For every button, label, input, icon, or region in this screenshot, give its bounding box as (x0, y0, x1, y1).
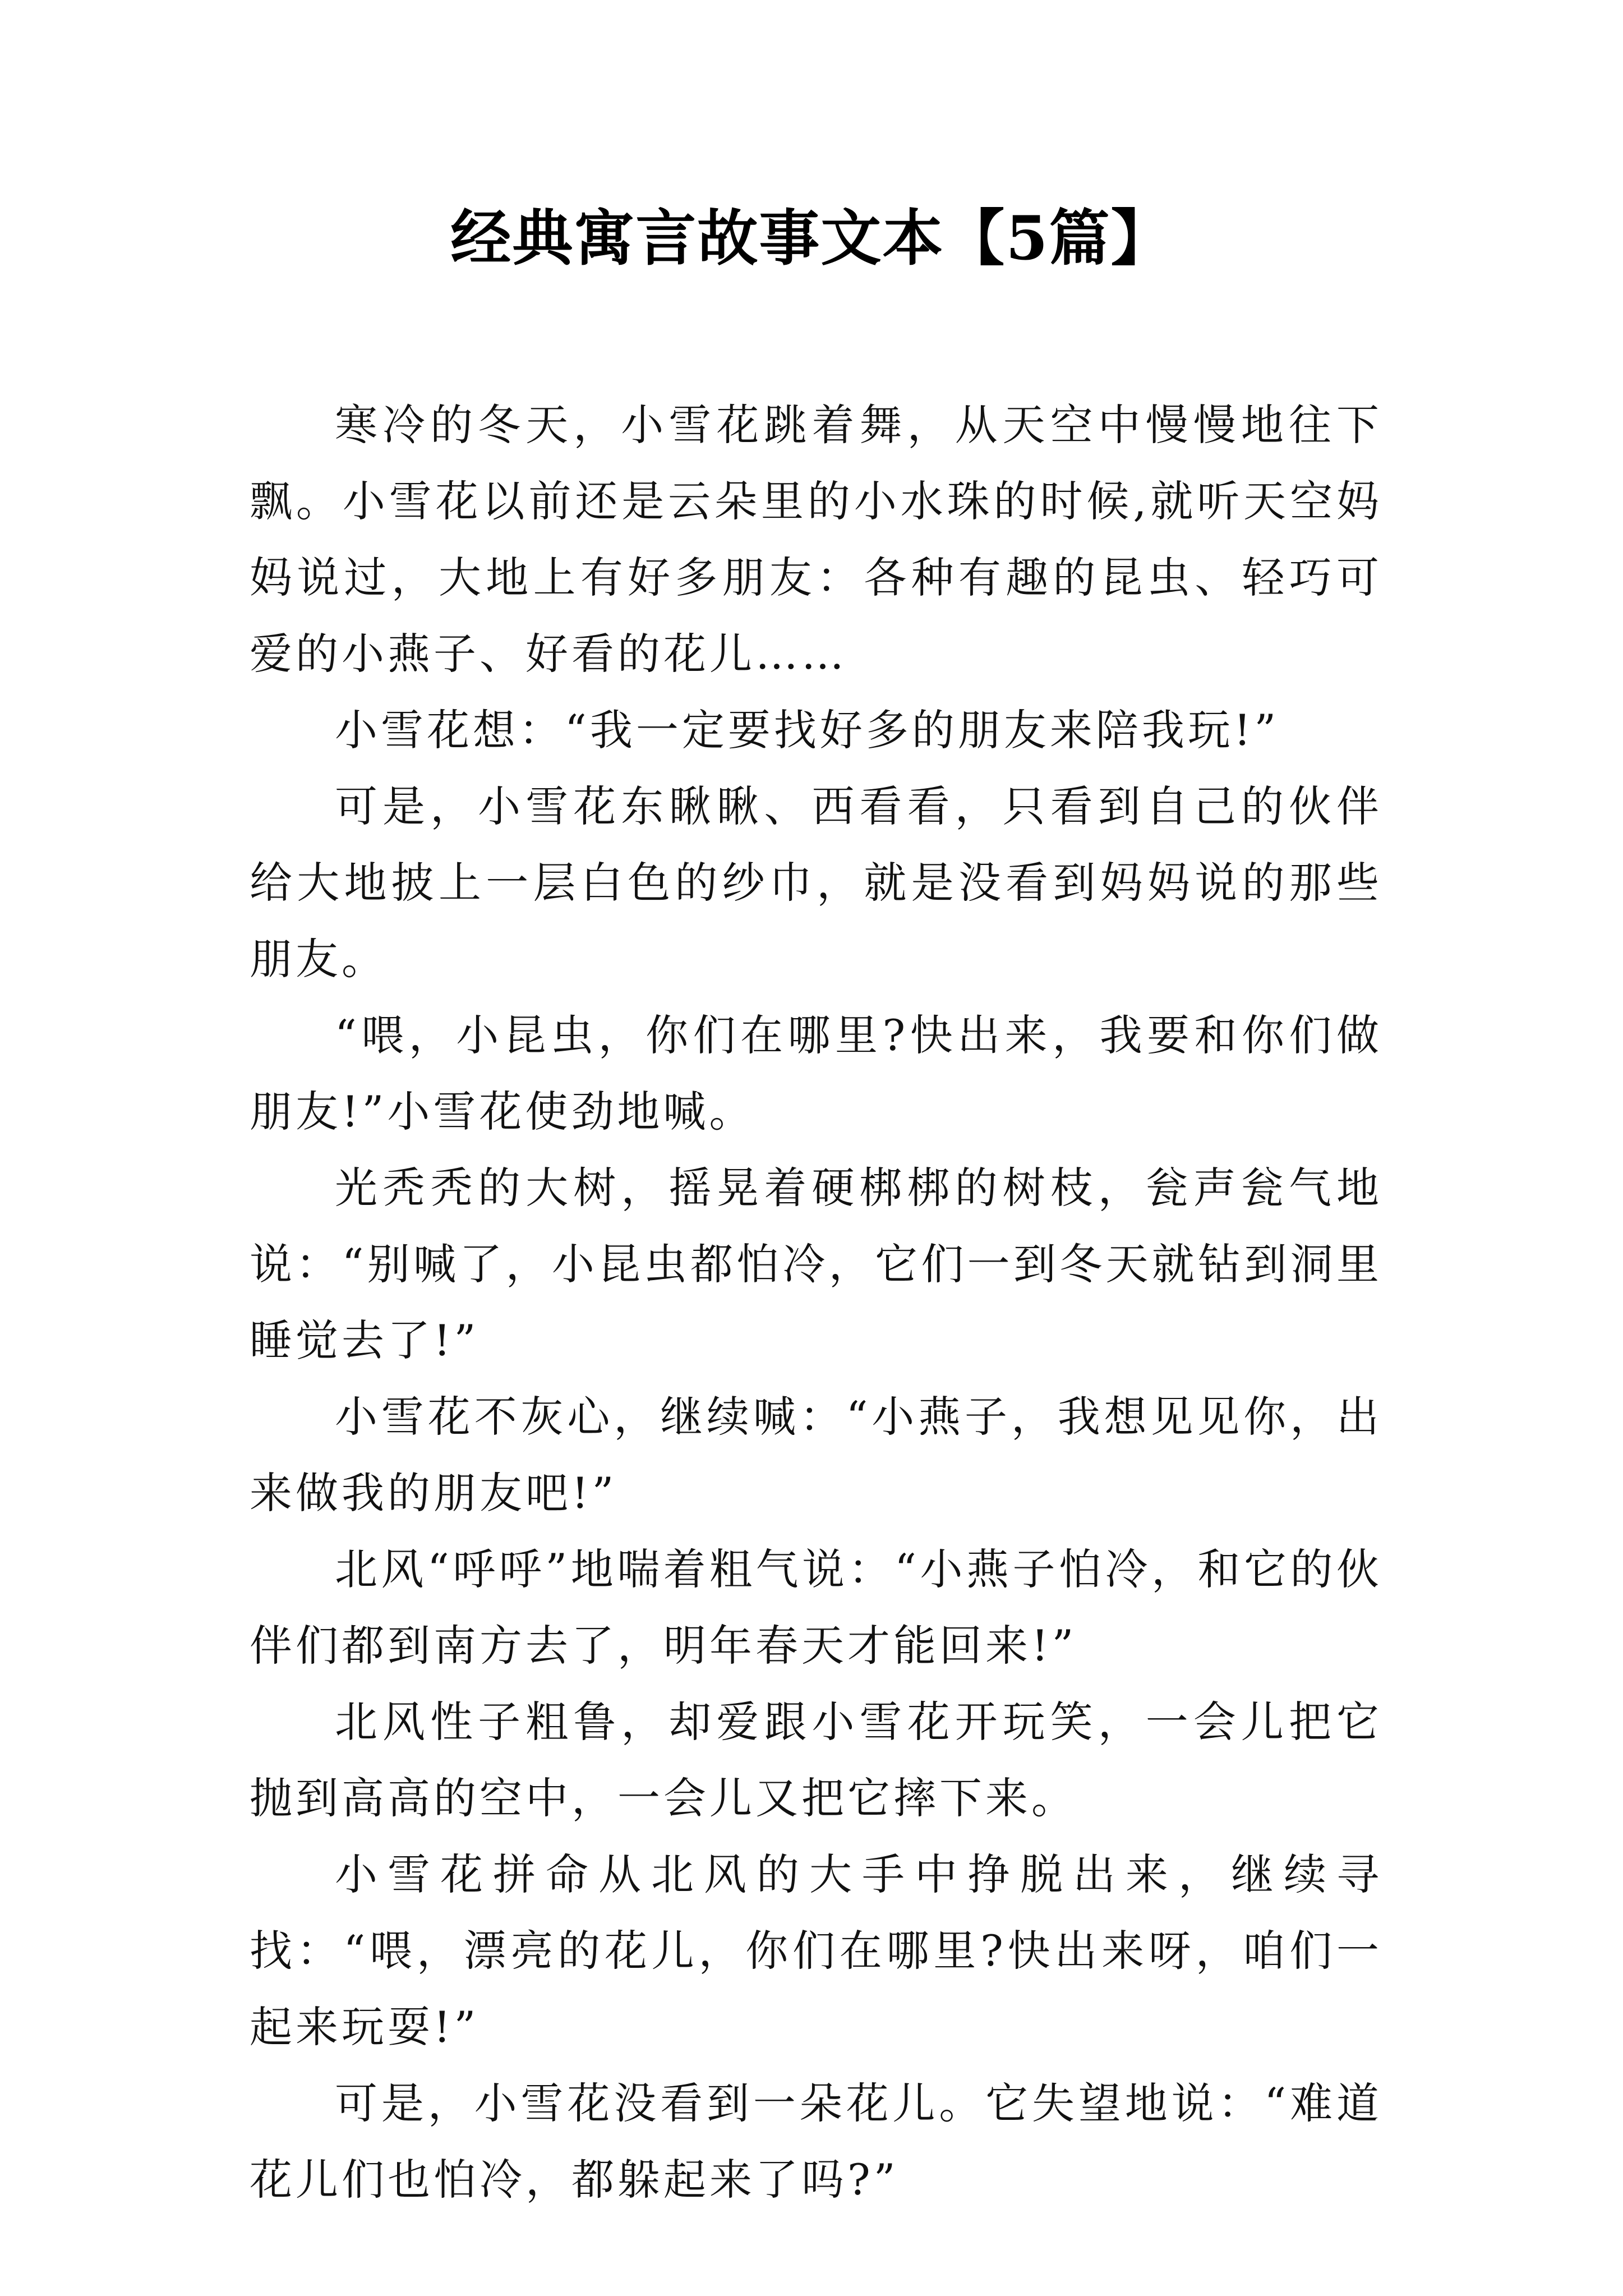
paragraph: 可是，小雪花东瞅瞅、西看看，只看到自己的伙伴给大地披上一层白色的纱巾，就是没看到妈妈说的那些朋友。 (250, 781, 1382, 984)
paragraph: 小雪花拼命从北风的大手中挣脱出来，继续寻找：“喂，漂亮的花儿，你们在哪里?快出来呀，咱们一起来玩耍!” (250, 1849, 1382, 2052)
paragraph: 北风“呼呼”地喘着粗气说：“小燕子怕冷，和它的伙伴们都到南方去了，明年春天才能回来!” (250, 1544, 1382, 1671)
paragraph: 可是，小雪花没看到一朵花儿。它失望地说：“难道花儿们也怕冷，都躲起来了吗?” (250, 2078, 1382, 2205)
paragraph: “喂，小昆虫，你们在哪里?快出来，我要和你们做朋友!”小雪花使劲地喊。 (250, 1010, 1382, 1137)
paragraph: 小雪花不灰心，继续喊：“小燕子，我想见见你，出来做我的朋友吧!” (250, 1392, 1382, 1518)
paragraph: 北风性子粗鲁，却爱跟小雪花开玩笑，一会儿把它抛到高高的空中，一会儿又把它摔下来。 (250, 1697, 1382, 1823)
document-body (250, 387, 1382, 2218)
paragraph: 小雪花想：“我一定要找好多的朋友来陪我玩!” (335, 705, 1280, 755)
document-title: 经典寓言故事文本【5篇】 (450, 203, 1173, 274)
paragraph: 寒冷的冬天，小雪花跳着舞，从天空中慢慢地往下飘。小雪花以前还是云朵里的小水珠的时候,就听天空妈妈说过，大地上有好多朋友：各种有趣的昆虫、轻巧可爱的小燕子、好看的花儿…… (250, 400, 1382, 679)
paragraph: 光秃秃的大树，摇晃着硬梆梆的树枝，瓮声瓮气地说：“别喊了，小昆虫都怕冷，它们一到冬天就钻到洞里睡觉去了!” (250, 1163, 1382, 1365)
